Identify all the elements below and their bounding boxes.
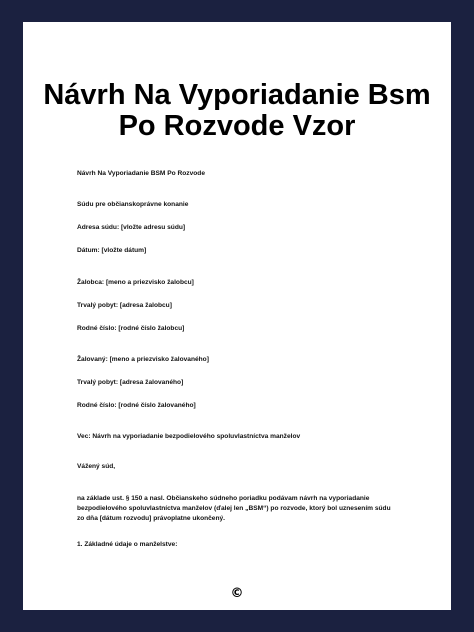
plaintiff-id-line: Rodné číslo: [rodné číslo žalobcu] xyxy=(77,325,185,332)
document-page xyxy=(23,22,451,610)
court-line: Súdu pre občianskoprávne konanie xyxy=(77,201,189,208)
title-line-1: Návrh Na Vyporiadanie Bsm xyxy=(43,79,431,111)
plaintiff-name-line: Žalobca: [meno a priezvisko žalobcu] xyxy=(77,279,194,286)
date-line: Dátum: [vložte dátum] xyxy=(77,247,147,254)
defendant-address-line: Trvalý pobyt: [adresa žalovaného] xyxy=(77,379,184,386)
intro-paragraph: na základe ust. § 150 a nasl. Občianskeho súdneho poriadku podávam návrh na vyporiadanie bezpodielového spoluvlastníctva manželov (ďalej len „BSM“) po rozvode, ktorý bol uznesením súdu zo dňa [dátum rozvodu] právoplatne ukončený. xyxy=(77,495,391,522)
plaintiff-address-line: Trvalý pobyt: [adresa žalobcu] xyxy=(77,302,172,309)
defendant-name-line: Žalovaný: [meno a priezvisko žalovaného] xyxy=(77,356,209,363)
document-heading: Návrh Na Vyporiadanie BSM Po Rozvode xyxy=(77,170,205,177)
court-address-line: Adresa súdu: [vložte adresu súdu] xyxy=(77,224,186,231)
salutation-line: Vážený súd, xyxy=(77,463,116,470)
defendant-id-line: Rodné číslo: [rodné číslo žalovaného] xyxy=(77,402,196,409)
section-heading: 1. Základné údaje o manželstve: xyxy=(77,541,178,548)
title-line-2: Po Rozvode Vzor xyxy=(118,110,356,142)
subject-line: Vec: Návrh na vyporiadanie bezpodielového spoluvlastníctva manželov xyxy=(77,433,301,440)
copyright-icon: © xyxy=(230,586,244,601)
page-title xyxy=(23,80,451,142)
